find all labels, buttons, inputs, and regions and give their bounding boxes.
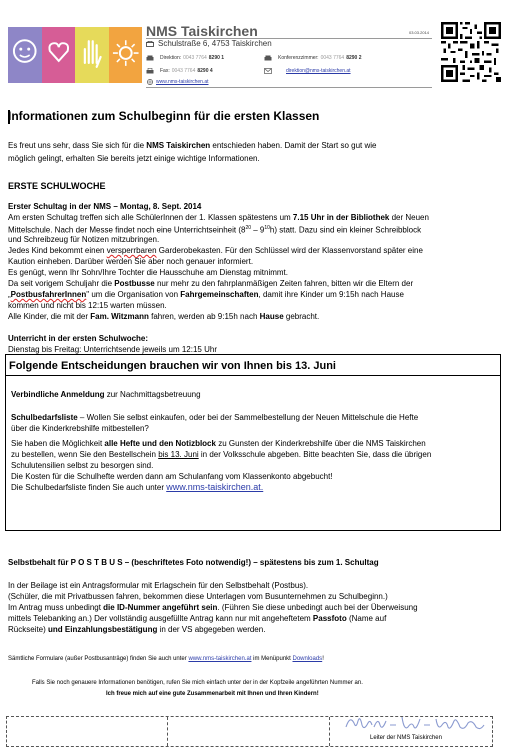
qr-code [441,22,501,82]
logo-tile-sun [109,27,143,83]
website-link[interactable]: www.nms-taiskirchen.at [156,79,209,85]
first-day-heading: Erster Schultag in der NMS – Montag, 8. Sept. 2014 [8,202,202,211]
postbus-line: In der Beilage ist ein Antragsformular mit Erlagschein für den Selbstbehalt (Postbus). [8,581,309,590]
website-line [146,79,209,85]
text: Alle Kinder, die mit der [8,312,91,321]
text: nur mehr zu den fahrplanmäßigen Zeiten fahren, bitten wir die Eltern der [154,279,414,288]
notebooks-term: alle Hefte und den Notizblock [104,439,216,448]
email-link[interactable]: direktion@nms-taiskirchen.at [286,68,351,74]
first-week-line [8,278,413,289]
text: Rückseite) [8,625,49,634]
text: Garderobekasten. Für den Schlüssel wird der Klassenvorstand später eine [156,246,423,255]
lessons-heading: Unterricht in der ersten Schulwoche: [8,334,149,343]
text: fahren, werden ab 9:15h nach [148,312,260,321]
mail-icon [264,68,272,74]
carpool-term: Fahrgemeinschaften [180,290,259,299]
time-location: 7.15 Uhr in der Bibliothek [292,213,390,222]
staffroom-label: Konferenzzimmer: [278,55,319,61]
building-icon [146,41,154,47]
text: h) statt. Dazu sind ein kleiner Schreibblock [269,225,422,235]
direction-phone [146,55,224,61]
direction-prefix: 0043 7764 [183,55,207,61]
fax-label: Fax: [160,68,170,74]
forms-note [8,656,324,662]
fax-icon [146,68,154,74]
closing-line-2: Ich freue mich auf eine gute Zusammenarbeit mit Ihnen und Ihren Kindern! [106,691,319,697]
first-week-line: Kaution einheben. Darüber werden Sie aber noch genauer informiert. [8,257,254,266]
postbus-line [8,613,386,624]
postbus-line [8,602,418,613]
text: Die Schulbedarfsliste finden Sie auch unter [11,483,167,492]
closing-line-1: Falls Sie noch genauere Informationen benötigen, rufen Sie mich einfach unter der in der Kopfzeile angeführten Nummer an. [32,680,363,686]
lessons-text: Dienstag bis Freitag: Unterrichtsende jeweils um 12:15 Uhr [8,345,217,354]
staffroom-phone [264,55,362,61]
first-week-line [8,311,319,322]
text: zu bestellen, wenn Sie den Bestellschein [11,450,159,459]
text: zur Nachmittagsbetreuung [104,390,201,399]
text: in der VS abgegeben werden. [157,625,266,634]
header-rule-bottom [146,87,432,88]
text: , damit ihre Kinder um 9:15h nach Hause [258,290,404,299]
text: mittels Telebanking an.) Der vollständig ausgefüllte Antrag kann nur mit angeheftetem [8,614,313,623]
first-week-line: und Schreibzeug für Notizen mitzubringen. [8,235,160,244]
text: Mittelschule. Nach der Messe findet noch eine Unterrichtseinheit (8 [8,225,246,235]
superscript: 10 [264,225,270,231]
fax-number: 8290 4 [197,68,213,74]
intro-line-1 [8,140,377,151]
decisions-box-rule [5,375,501,376]
text: Sie haben die Möglichkeit [11,439,105,448]
direction-label: Direktion: [160,55,182,61]
text: ! [322,656,324,662]
postbus-line: (Schüler, die mit Privatbussen fahren, bekommen diese Unterlagen vom Busunternehmen zu Schulbeginn.) [8,592,388,601]
first-week-line [8,245,423,256]
forms-website-link[interactable]: www.nms-taiskirchen.at [188,656,252,662]
postbus-riders-term: PostbusfahrerInnen [10,290,87,299]
text: Da seit vorigem Schuljahr die [8,279,115,288]
direction-number: 8290 1 [208,55,225,61]
address-text: Schulstraße 6, 4753 Taiskirchen [158,39,272,48]
signature-caption: Leiter der NMS Taiskirchen [370,735,442,741]
globe-icon [146,79,154,85]
text: „ [8,290,11,299]
text: zu Gunsten der Kinderkrebshilfe über die NMS Taiskirchen [215,439,426,448]
signature-cell [7,717,168,746]
first-week-line: Es genügt, wenn Ihr Sohn/Ihre Tochter die Hausschuhe am Dienstag mitnimmt. [8,268,288,277]
postbus-heading: Selbstbehalt für P O S T B U S – (beschriftetes Foto notwendig!) – spätestens bis zum 1. Schultag [8,558,379,567]
logo-tile-heart [42,27,76,83]
staffroom-number: 8290 2 [346,55,362,61]
order-option-line [11,482,263,493]
staffroom-prefix: 0043 7764 [320,55,345,61]
signature-cell [168,717,329,746]
intro-line-2: möglich gelingt, erhalten Sie bereits jetzt einige wichtige Informationen. [8,154,260,163]
id-number-term: die ID-Nummer angeführt sein [103,603,218,612]
decisions-heading: Folgende Entscheidungen brauchen wir von Ihnen bis 13. Juni [9,360,336,372]
intro-text: entschieden haben. Damit der Start so gut wie [210,141,377,150]
postbus-line [8,624,265,635]
family-name: Fam. Witzmann [90,312,149,321]
deadline: bis 13. Juni [158,450,199,459]
photo-term: Passfoto [312,614,347,623]
fax-prefix: 0043 7764 [171,68,196,74]
order-option-line [11,449,431,460]
signature [344,713,486,735]
phone-icon [264,55,272,61]
postbus-term: Postbusse [114,279,155,288]
email-line [264,68,351,74]
text: Am ersten Schultag treffen sich alle SchülerInnen der 1. Klassen spätestens um [8,213,293,222]
document-date: 03.03.2014 [409,30,430,35]
text: (Name auf [346,614,387,623]
page-title: Informationen zum Schulbeginn für die ersten Klassen [8,109,320,123]
superscript: 20 [245,225,252,231]
text: . (Führen Sie diese unbedingt auch bei der Überweisung [217,603,418,612]
text: Sämtliche Formulare (außer Postbusanträge) finden Sie auch unter [8,656,189,662]
section-heading-first-week: ERSTE SCHULWOCHE [8,181,106,191]
address-line [146,39,272,48]
first-week-line: kommen und nicht bis 12:15 warten müssen. [8,301,167,310]
text: Im Antrag muss unbedingt [8,603,104,612]
order-option-line: Die Kosten für die Schulhefte werden dann am Schulanfang vom Klassenkonto abgebucht! [11,472,333,481]
text: Jedes Kind bekommt einen [8,246,107,255]
downloads-link[interactable]: Downloads [292,656,323,662]
order-option-line [11,438,426,449]
text: der Neuen [389,213,429,222]
phone-icon [146,55,154,61]
logo-tile-face [8,27,42,83]
fax-line [146,68,213,74]
logo-tile-hand [75,27,109,83]
school-name: NMS Taiskirchen [146,23,258,39]
supply-list-line [11,412,418,423]
supply-list-term: Schulbedarfsliste [11,413,78,422]
school-logo [8,27,142,83]
supply-list-line: über die Kinderkrebshilfe mitbestellen? [11,424,149,433]
registration-term: Verbindliche Anmeldung [11,390,105,399]
website-link[interactable]: www.nms-taiskirchen.at. [166,482,264,492]
first-week-line [8,212,429,223]
text: " um die Organisation von [86,290,181,299]
payment-confirmation-term: und Einzahlungsbestätigung [48,625,158,634]
registration-line [11,389,201,400]
first-week-line [8,289,404,300]
text: gebracht. [283,312,320,321]
intro-text: Es freut uns sehr, dass Sie sich für die [8,141,147,150]
text: – Wollen Sie selbst einkaufen, oder bei der Sammelbestellung der Neuen Mittelschule die Hefte [77,413,419,422]
text: – 9 [251,225,265,235]
intro-school-name: NMS Taiskirchen [146,141,211,150]
order-option-line: Schulutensilien selbst zu besorgen sind. [11,461,154,470]
text: in der Volksschule abgeben. Bitte beachten Sie, dass die übrigen [198,450,432,459]
spellcheck-word: versperrbaren [106,246,157,255]
home-term: Hause [259,312,284,321]
text: im Menüpunkt [251,656,293,662]
